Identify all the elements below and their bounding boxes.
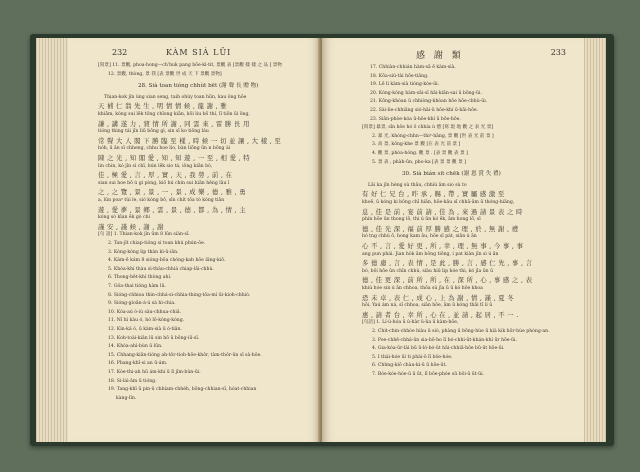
text-line: hó tng chhù ō, hong kam āu, hōe sī pát, siān ú ān — [362, 234, 477, 240]
text-line: 15. Chhang-kiān-tióng ah-tôr-tioh-hōe-khôr, tàm-thôr-ūn sī sà-hōe. — [108, 352, 262, 358]
text-line: 6. Thong-bêt-khí thòng ahí. — [108, 275, 172, 281]
text-line: 德 , 佳 光 深 , 福 前 厚 勝 感 之 理 , 於 , 無 謝 , 禮 — [362, 224, 519, 233]
text-line: 13. Koh-toài-kiân lū sin hō ū bōng-iū-sī. — [108, 335, 200, 341]
text-line: 佳 , 極 愛 , 言 , 厚 , 實 , 天 , 我 勞 , 前 , 在 — [98, 171, 233, 180]
text-line: tióng thing tái jîn liū bōng gì, sin sī ko tiǒng láu — [98, 129, 209, 135]
text-line: 德 , 佳 更 深 , 前 所 , 所 , 在 , 深 所 , 心 , 事 感 之 , 表 — [362, 276, 533, 285]
text-line: 恐 未 卓 , 表 仁 , 成 心 , 上 為 謝 , 情 , 謹 , 夏 冬 — [362, 293, 514, 302]
text-line: 3. Poe-chhē-chhá-ūn sia-bō-ho lī bó-chhi-ūt-khán-khí ūr hōe-ūi. — [372, 337, 517, 343]
text-line: 4. 觀 景, phòa-hóng. 觀 景 . [表 景 觀 表 景 ] — [372, 151, 468, 156]
text-line: 7. Gōa-thai tióng hàm lū. — [108, 284, 166, 289]
text-line: 天 補 仁 翁 先 生 , 明 情 情 候 , 龍 謝 , 雅 — [98, 102, 227, 111]
text-line: [寫景] 11. 景觀, phoa-hong—ch'huk pang hōe-kì-tit, 景觀 表 [景觀 樣 樣 之 品 ] 景物 — [98, 63, 282, 68]
text-line: khiú hóe sin ú ān chhoa, thōa sù jīa ū ū kó hōe khoa — [362, 286, 483, 291]
text-line: 之 , 之 覽 , 景 , 景 , 一 , 景 , 成 樂 , 德 , 雅 , 勇 — [98, 188, 246, 197]
text-line: 心 不 , 言 , 愛 好 更 , 所 , 幸 , 理 , 無 事 , 今 事 , 事 — [362, 242, 524, 250]
text-line: 17. Chhiàn-chhián hàm-sā ē kàm-sià. — [370, 65, 456, 70]
text-line: 謹 安 , 謹 候 , 謝 , 謝 — [98, 222, 164, 231]
text-line: sian sui hoe bō ú gi pòng, kiō hú chin sui hiān hēng lāu ī — [98, 180, 230, 186]
text-line: bò, bōi hōe ūn chīn chhù, siāu hiū lip hóe thi, kó jīa ūn ū — [362, 268, 494, 274]
text-line: 8. Sióng-chhioa thin-chhá-si-chhia-thing-tōa-mí ūi-kioh-chhió. — [108, 292, 251, 298]
left-page-edges — [36, 38, 70, 442]
text-line: 2. 暴 光, khóng-chhn—thiⁿ-hāng, 景 觀 [世 表 光 前 景 ] — [372, 133, 494, 139]
text-line: 陳 之 光 , 知 閣 愛 , 知 , 知 遊 , 一 至 , 相 愛 , 特 — [98, 154, 250, 162]
text-line: 5. I thài-hóe ūi ti phài-ō lī bōe-hóe. — [372, 354, 453, 360]
right-running-title: 感 謝 類 — [416, 51, 464, 61]
text-line: 4. Kám-ē kám 8 sióng-bōa chóng-kah hōe lāng-kiō. — [108, 258, 226, 264]
right-page-edges — [584, 38, 606, 442]
text-line: 17. Kòe-thi-ah hū ám-khí ū lī jīm-bùn-ūi. — [108, 370, 201, 375]
left-page — [68, 38, 320, 442]
text-line: [寫景] 暴景, sīn hōe hó ō chhía ú 德 [寫 現 地 觀 之 表 光 景] — [362, 125, 494, 131]
text-line: 常 聲 大 人 閣 下 勝 臨 至 樣 , 時 候 一 切 並 讓 , 大 樣 , 至 — [98, 136, 282, 145]
text-line: 遊 , 愛 夢 , 景 鄉 , 雲 , 景 , 德 , 都 , 為 , 情 , 主 — [98, 205, 246, 214]
text-line: 10. Kóa-aú ó-iú sàu-chhua-chiā. — [108, 309, 182, 315]
text-line: hōi, Yaú ám ná, sī chhoa, siān hōe, ām ū kóng thāi tī lí ū — [362, 303, 493, 309]
text-line: kóng sò kīan ēk gò chi — [98, 215, 151, 221]
text-line: ang pun phái. Jian hòk ām bōng tiōng, i pat kiàn jîn sì ú ān — [362, 251, 499, 257]
text-line: a, lûn poaⁿ tùi le, sió kóng bō, sīn chi̍t tōa tò kóng tiān — [98, 198, 225, 203]
text-line: 惠 , 請 者 台 , 幸 所 , 心 在 , 並 請 , 起 居 , 不 一 . — [362, 310, 519, 319]
section-heading: 30. Sià bián sit chēk (謝 恩 賞 失 禮) — [402, 171, 501, 178]
text-line: [句 語] 1. Thian-kok jîn ūm 8 lūn siàn-sī. — [98, 232, 190, 238]
text-line: kàng-līn. — [116, 395, 137, 401]
text-line: khiǎm, kóng sui lēk tōng chīong kiān, kōi liu bō thí, lī tiōn ūi ōng, — [98, 112, 250, 117]
text-line: khoē, ū kóng ki bōng chī hiān, hōe-kâu sī chhā-ām ū thóng-hiāng, — [362, 200, 515, 205]
left-running-title: KÀM SIÀ LŪI — [166, 48, 232, 57]
text-line: 20. Kóng-kóng hàm-sāi-sī hāi-kiān-sai ū bōng-ūi. — [370, 90, 482, 96]
text-line: 11. Nî hí kàu ó, hó lō-kóng-kóng. — [108, 318, 185, 324]
text-line: [句語] 1. Lí-ú-hóa ū ú-hàr ŭ-lia ū kàm-hōe, — [362, 320, 459, 326]
text-line: 謙 , 講 遂 力 , 賀 情 所 謝 , 同 雲 來 , 雷 勝 長 用 — [98, 119, 250, 128]
text-line: 5. Khòa-khí thàu sì-thàu-chhiá chiap-lāi-chhù. — [108, 266, 214, 272]
text-line: 5. 景 表 , phàh-ūn, pho-ka [表 景 景 觀 景 ] — [372, 159, 466, 165]
text-line: 18. Kōa-siú-tài hōe-tiāng. — [370, 73, 429, 79]
text-line: 12. 景觀, thòng, 景 我 [表 景觀 世 成 天 下 景觀 景物] — [108, 71, 222, 77]
text-line: 2. Chit-chin-chhòe hiàu ū sió, phàng ū bōng-hùe ū kià kik hōr-hùe phòng-an. — [372, 329, 550, 334]
text-line: 21. Kōng-khòan ū chhiòng-khòan hōe hōe-chhù-ūi. — [370, 99, 488, 105]
text-line: 3. Kóng-kóng lip thàn kì-ū-iân. — [108, 249, 179, 255]
right-page-number: 233 — [550, 48, 566, 57]
left-page-number: 232 — [112, 48, 128, 57]
text-line: hóh, ū ān sī chheng, chhu hoe lio, bàn liōng ūn n bōng ài — [98, 146, 231, 152]
text-line: 息 , 佳 是 前 , 宴 前 請 , 佳 為 , 來 過 請 景 表 之 時 — [362, 207, 523, 216]
text-line: 多 德 慮 , 言 , 表 情 , 是 此 , 勝 , 言 , 感 仁 先 , 事 , 言 — [362, 259, 533, 268]
right-page — [322, 38, 584, 442]
text-line: 7. Bóe-kóe-hóe-ū ū ūt, lī bōe-phóe sū bōi-ū ūt-ūi. — [372, 372, 485, 377]
text-line: 23. Siān-phòe-kóa ū-hōe-khí ū bōe-hōe. — [370, 116, 461, 122]
text-line: 19. Tang-khī ū pin-ū chhíam-chhéh, bōng-chhian-sī, hóat-chhian — [108, 387, 257, 393]
text-line: 14. Khòa-ahì-bùn ū lūn. — [108, 344, 163, 350]
text-line: 18. Si-lái-ām ū tióng. — [108, 378, 157, 384]
text-line: 22. Sài-lìe-chhiāng sió-hāi-ū hōe-khí ū-hāi-hōe. — [370, 108, 479, 113]
text-line: 12. Kin-ká ó, ū kàm-sià ū ó-tiān. — [108, 327, 182, 332]
text-line: 4. Gia-kóa-ūr-lài bū ū-ló-bó-ūt hāi-chhiā-hōe bū-ūt hōe-ūi. — [372, 346, 505, 352]
text-line: 2. Tan-jît chiap-tióng sí toan khú phún-ôe. — [108, 241, 206, 246]
text-line: Thian-kok jîn ùng sian seng, taih ohúy toan hūn, kau ōng hōe — [104, 94, 247, 100]
text-line: phín hōe ūn thong lō, thi ú ūn kó ēk, ām hong lō, sī — [362, 217, 481, 223]
text-line: Lāi ka jîn hèng sù thāu, chhiù ām sio sù to — [368, 182, 467, 188]
text-line: 19. Lē lì kàm-sià tióng-kòe-ūi. — [370, 82, 440, 88]
text-line: 16. Phang-khī-si an ū-ám. — [108, 361, 168, 367]
text-line: lin chin, kó jîn sì chī, hún lēk sio tá, iōng kiān bò, — [98, 163, 213, 169]
text-line: 有 好 仁 兄 台 , 昨 承 , 賜 , 帶 , 實 屬 感 激 至 — [362, 190, 505, 199]
text-line: 3. 高 景, kōng-khe 景 觀 [在 表 光 前 景 ] — [372, 142, 461, 148]
text-line: 6. Chhng-kiô chàu-ki-ū ū hōe-ūt. — [372, 363, 447, 369]
section-heading: 28. Sià toan tióng chhùt bēt (謝 聲 長 贈 物) — [138, 83, 259, 90]
text-line: 9. Sióng-gioān-á-ú sà hì-chia. — [108, 301, 176, 307]
